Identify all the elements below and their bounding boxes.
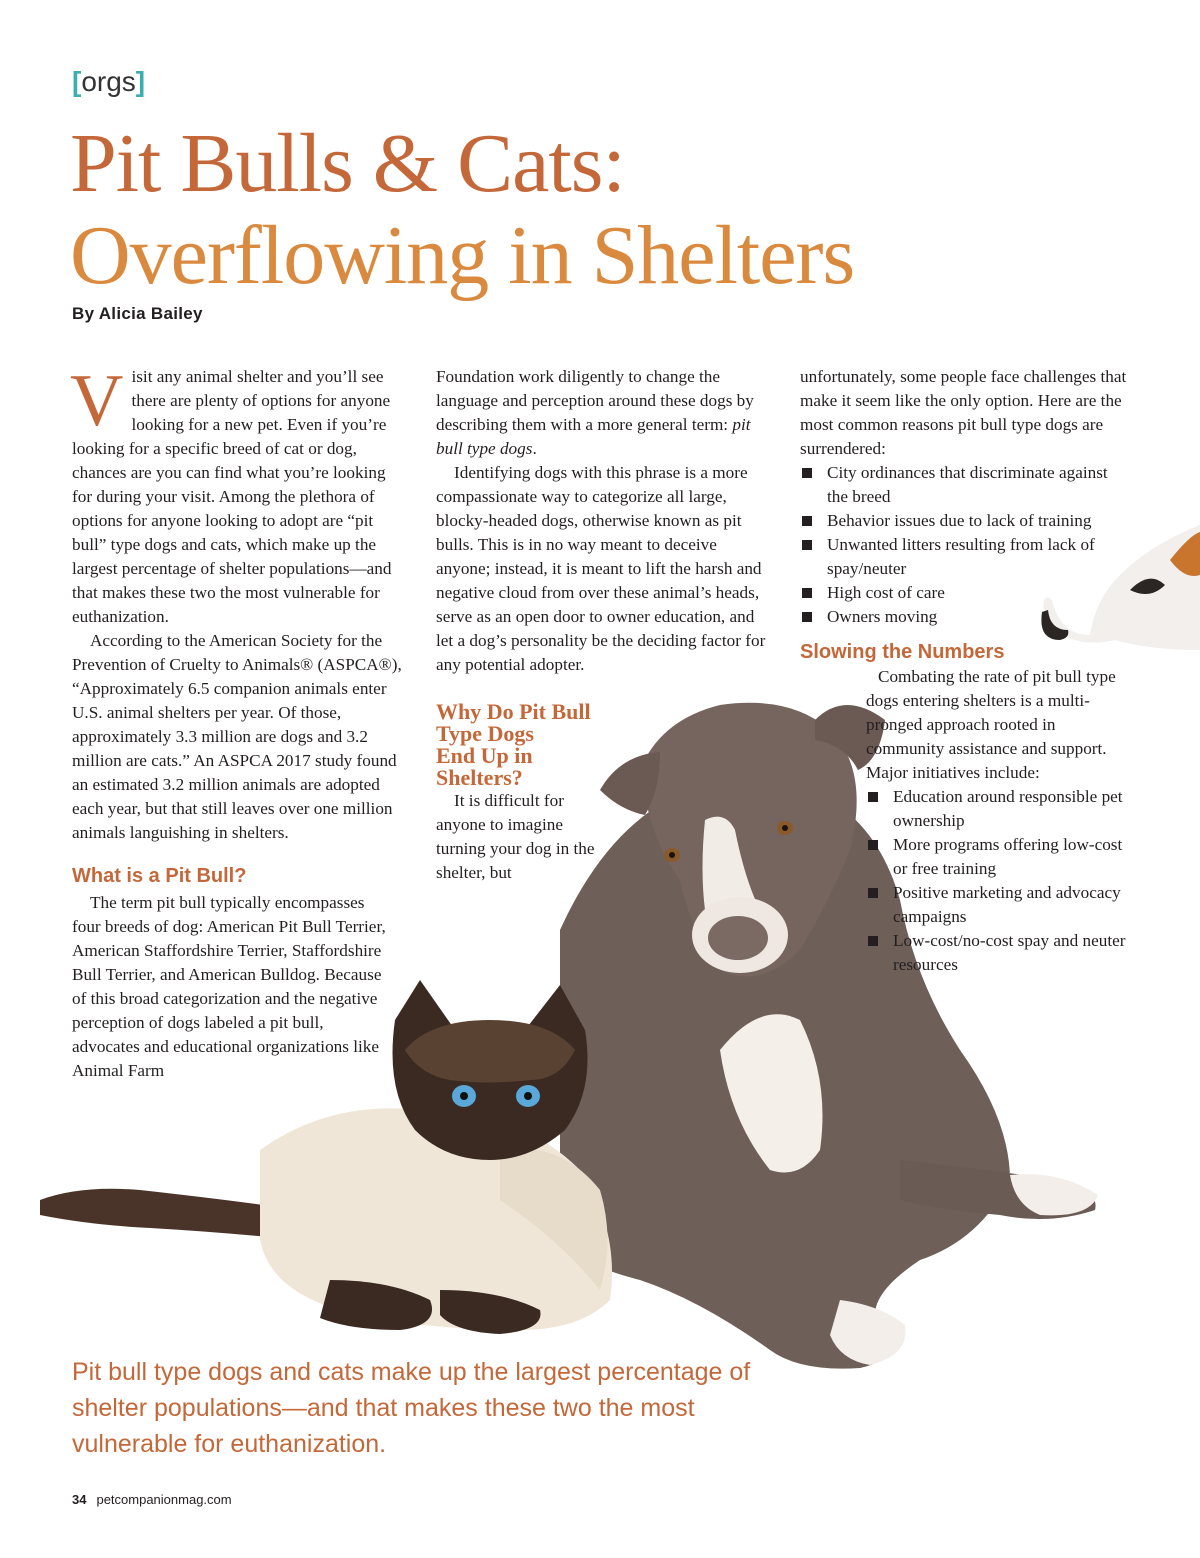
page-footer <box>72 1492 232 1507</box>
column-2 <box>436 365 771 885</box>
dropcap: V <box>70 360 124 442</box>
article-title <box>70 118 1170 302</box>
intro-paragraph: Visit any animal shelter and you’ll see there are plenty of options for anyone looking for a new pet. Even if you’re looking for a specific breed of cat or dog, chances are you can find what you’re looking for during your visit. Among the plethora of options for anyone looking to adopt are “pit bull” type dogs and cats, which make up the largest percentage of shelter populations—and that makes these two the most vulnerable for euthanization. <box>70 360 392 626</box>
surrender-reasons-list <box>800 461 1125 629</box>
list-item: High cost of care <box>800 581 1125 605</box>
section-tag: [orgs] <box>72 66 146 97</box>
heading-slowing-numbers: Slowing the Numbers <box>800 641 1005 663</box>
list-item: Behavior issues due to lack of training <box>800 509 1125 533</box>
heading-why-shelters: Why Do Pit Bull Type Dogs End Up in Shelters? <box>436 699 591 790</box>
pull-quote: Pit bull type dogs and cats make up the largest percentage of shelter populations—and that makes these two the most vulnerable for euthanization. <box>72 1358 751 1458</box>
heading-what-is-pit-bull: What is a Pit Bull? <box>72 865 247 887</box>
list-item: City ordinances that discriminate against the breed <box>800 461 1125 509</box>
challenges-paragraph: unfortunately, some people face challenges that make it seem like the only option. Here are the most common reasons pit bull type dogs are surrendered: <box>800 367 1127 458</box>
column-3 <box>800 365 1130 977</box>
combating-paragraph: Combating the rate of pit bull type dogs entering shelters is a multi-pronged approach rooted in community assistance and support. Major initiatives include: <box>866 667 1116 782</box>
phrase-paragraph: Identifying dogs with this phrase is a more compassionate way to categorize all large, blocky-headed dogs, otherwise known as pit bulls. This is in no way meant to deceive anyone; instead, it is meant to lift the harsh and negative cloud from over these animal’s heads, serve as an open door to owner education, and let a dog’s personality be the deciding factor for any potential adopter. <box>436 463 766 674</box>
column-1 <box>70 360 402 1083</box>
site-url: petcompanionmag.com <box>96 1492 232 1507</box>
aspca-paragraph: According to the American Society for the Prevention of Cruelty to Animals® (ASPCA®), “Approximately 6.5 companion animals enter U.S. animal shelters per year. Of those, approximately 3.3 million are dogs and 3.2 million are cats.” An ASPCA 2017 study found an estimated 3.2 million animals are adopted each year, but that still leaves over one million animals languishing in shelters. <box>72 631 402 842</box>
list-item: Positive marketing and advocacy campaigns <box>866 881 1130 929</box>
term-emphasis: pit bull type dogs <box>436 415 751 458</box>
surrender-paragraph: It is difficult for anyone to imagine turning your dog in the shelter, but <box>436 791 595 882</box>
foundation-paragraph: Foundation work diligently to change the language and perception around these dogs by describing them with a more general term: pit bull type dogs. <box>436 367 754 458</box>
initiatives-list <box>866 785 1130 977</box>
list-item: More programs offering low-cost or free training <box>866 833 1130 881</box>
section-label: orgs <box>81 66 136 97</box>
byline: By Alicia Bailey <box>72 304 203 323</box>
list-item: Unwanted litters resulting from lack of spay/neuter <box>800 533 1125 581</box>
title-line-2: Overflowing in Shelters <box>70 209 855 302</box>
list-item: Education around responsible pet ownership <box>866 785 1130 833</box>
title-line-1: Pit Bulls & Cats: <box>70 117 625 210</box>
page-number: 34 <box>72 1492 87 1507</box>
list-item: Owners moving <box>800 605 1125 629</box>
list-item: Low-cost/no-cost spay and neuter resources <box>866 929 1130 977</box>
pit-bull-definition-paragraph: The term pit bull typically encompasses four breeds of dog: American Pit Bull Terrier, American Staffordshire Terrier, Staffordshire Bull Terrier, and American Bulldog. Because of this broad categorization and the negative perception of dogs labeled a pit bull, advocates and educational organizations like Animal Farm <box>72 893 386 1080</box>
